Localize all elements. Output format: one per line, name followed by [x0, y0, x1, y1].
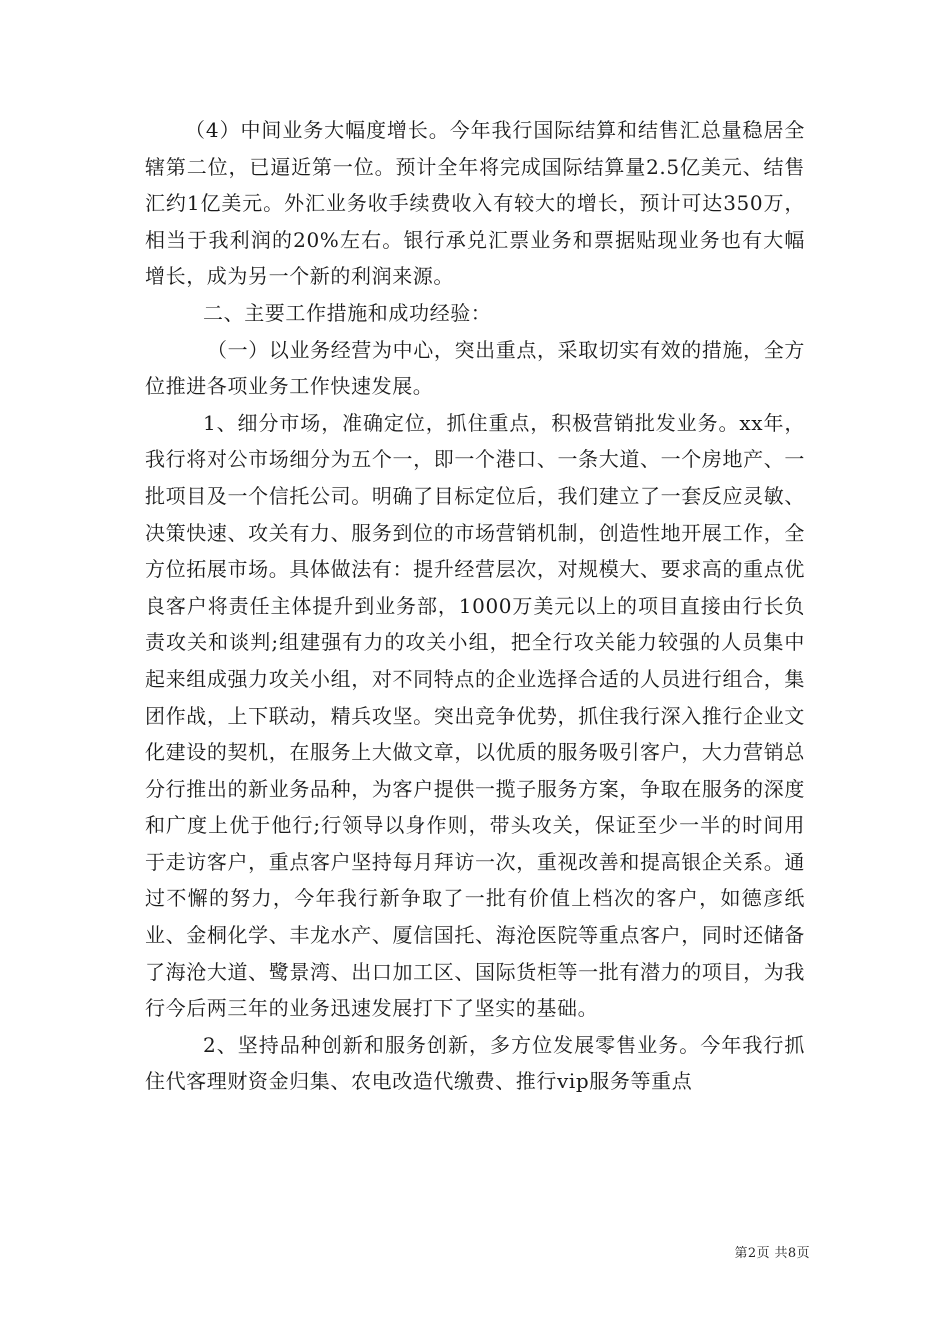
page-number: 第2页 共8页: [734, 1246, 810, 1261]
paragraph-wholesale-business: 1、细分市场，准确定位，抓住重点，积极营销批发业务。xx年，我行将对公市场细分为五个一，即一个港口、一条大道、一个房地产、一批项目及一个信托公司。明确了目标定位后，我们建立了一套反应灵敏、决策快速、攻关有力、服务到位的市场营销机制，创造性地开展工作，全方位拓展市场。具体做法有：提升经营层次，对规模大、要求高的重点优良客户将责任主体提升到业务部，1000万美元以上的项目直接由行长负责攻关和谈判;组建强有力的攻关小组，把全行攻关能力较强的人员集中起来组成强力攻关小组，对不同特点的企业选择合适的人员进行组合，集团作战，上下联动，精兵攻坚。突出竞争优势，抓住我行深入推行企业文化建设的契机，在服务上大做文章，以优质的服务吸引客户，大力营销总分行推出的新业务品种，为客户提供一揽子服务方案，争取在服务的深度和广度上优于他行;行领导以身作则，带头攻关，保证至少一半的时间用于走访客户，重点客户坚持每月拜访一次，重视改善和提高银企关系。通过不懈的努力，今年我行新争取了一批有价值上档次的客户，如德彦纸业、金桐化学、丰龙水产、厦信国托、海沧医院等重点客户，同时还储备了海沧大道、鹭景湾、出口加工区、国际货柜等一批有潜力的项目，为我行今后两三年的业务迅速发展打下了坚实的基础。: [145, 410, 805, 1021]
section-heading-main-measures: 二、主要工作措施和成功经验：: [203, 300, 492, 325]
subsection-heading-business-operations: （一）以业务经营为中心，突出重点，采取切实有效的措施，全方位推进各项业务工作快速发展。: [145, 337, 805, 399]
paragraph-retail-business: 2、坚持品种创新和服务创新，多方位发展零售业务。今年我行抓住代客理财资金归集、农电改造代缴费、推行vip服务等重点: [145, 1032, 805, 1094]
paragraph-intermediate-business: （4）中间业务大幅度增长。今年我行国际结算和结售汇总量稳居全辖第二位，已逼近第一位。预计全年将完成国际结算量2.5亿美元、结售汇约1亿美元。外汇业务收手续费收入有较大的增长，预计可达350万，相当于我利润的20%左右。银行承兑汇票业务和票据贴现业务也有大幅增长，成为另一个新的利润来源。: [145, 118, 805, 289]
document-body: [145, 112, 805, 1100]
